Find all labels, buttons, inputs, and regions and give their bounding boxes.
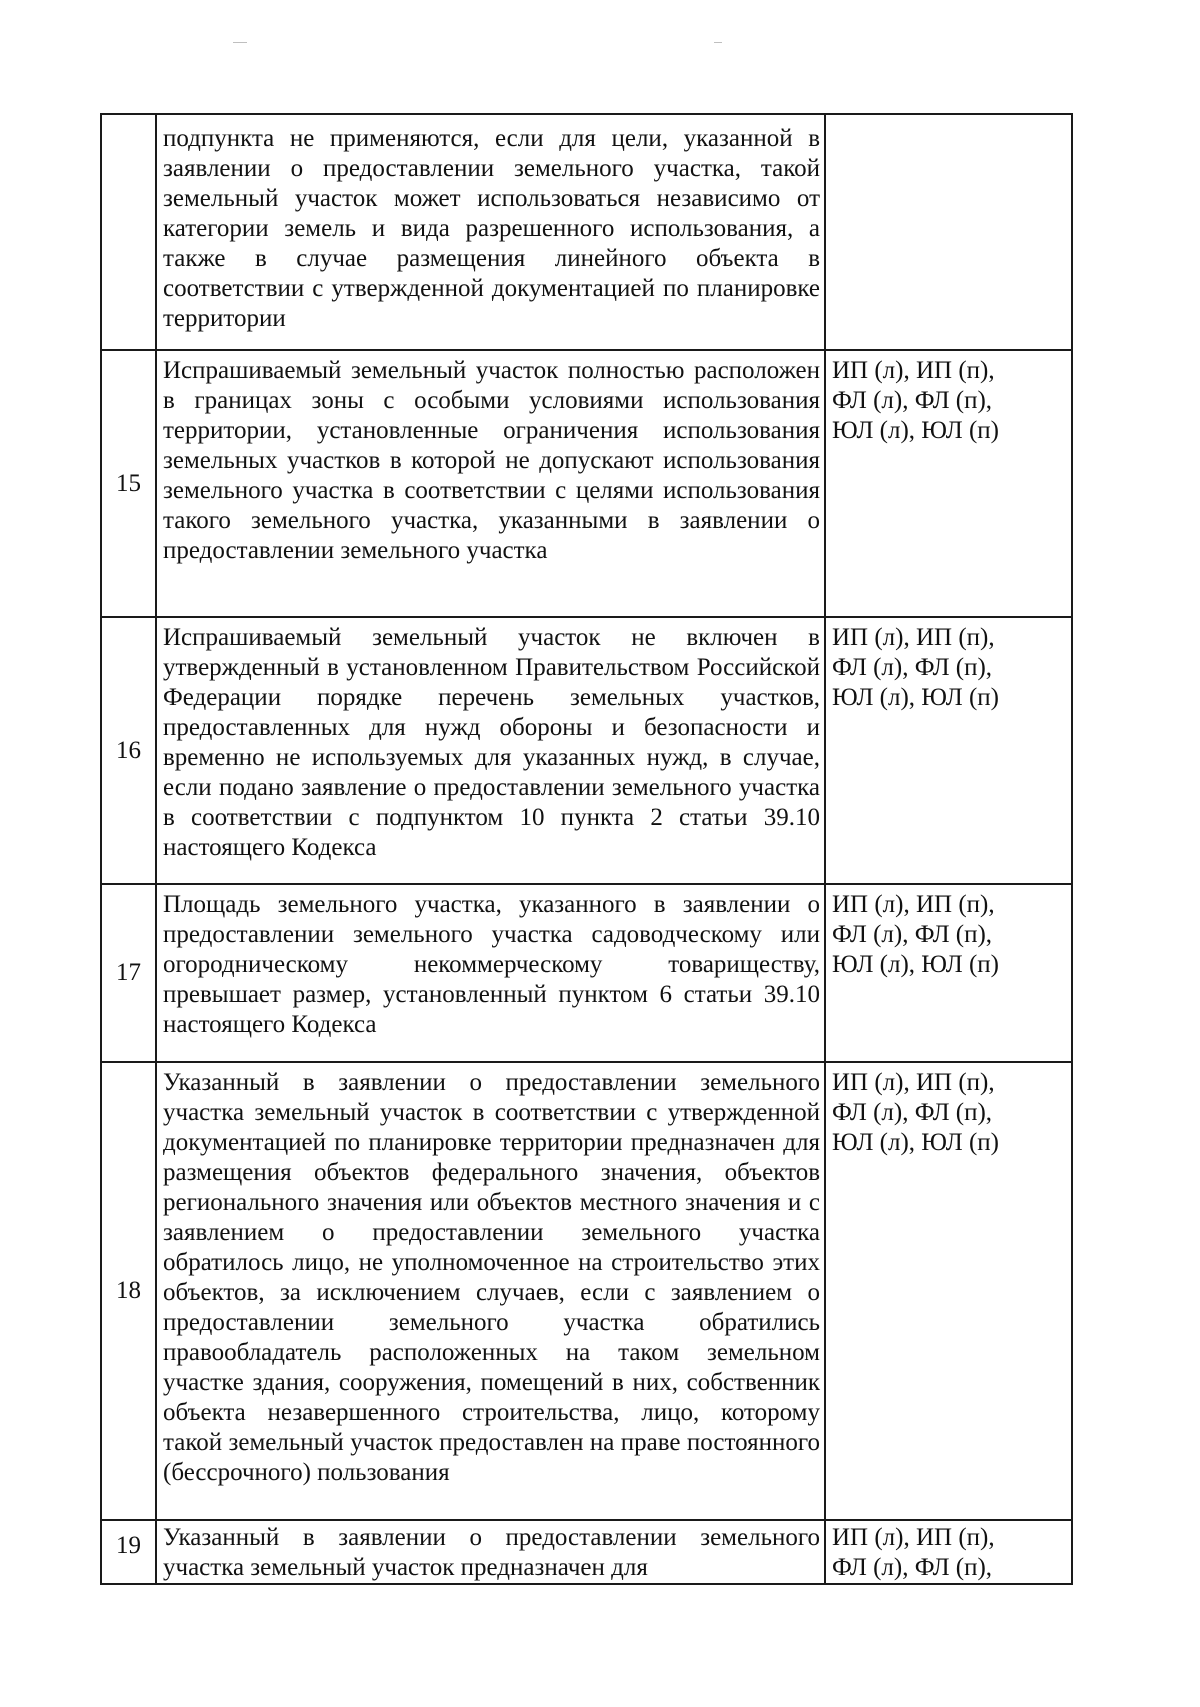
table-row [101,617,1072,884]
scan-artifact-line [714,42,722,43]
applicant-categories: ИП (л), ИП (п), ФЛ (л), ФЛ (п), ЮЛ (л), ЮЛ (п) [825,884,1072,1062]
applicant-categories: ИП (л), ИП (п), ФЛ (л), ФЛ (п), ЮЛ (л), ЮЛ (п) [825,1062,1072,1520]
ground-text: Площадь земельного участка, указанного в заявлении о предоставлении земельного участка садоводческому или огородническому некоммерческому товариществу, превышает размер, установленный пунктом 6 статьи 39.10 настоящего Кодекса [156,884,825,1062]
row-number: 16 [101,617,156,884]
applicant-categories [825,114,1072,350]
table-row [101,1520,1072,1584]
table-row [101,350,1072,617]
table-row [101,884,1072,1062]
ground-text: Указанный в заявлении о предоставлении земельного участка земельный участок в соответствии с утвержденной документацией по планировке территории предназначен для размещения объектов федерального значения, объектов регионального значения или объектов местного значения и с заявлением о предоставлении земельного участка обратилось лицо, не уполномоченное на строительство этих объектов, за исключением случаев, если с заявлением о предоставлении земельного участка обратились правообладатель расположенных на таком земельном участке здания, сооружения, помещений в них, собственник объекта незавершенного строительства, лицо, которому такой земельный участок предоставлен на праве постоянного (бессрочного) пользования [156,1062,825,1520]
ground-text: Испрашиваемый земельный участок полностью расположен в границах зоны с особыми условиями использования территории, установленные ограничения использования земельных участков в которой не допускают использования земельного участка в соответствии с целями использования такого земельного участка, указанными в заявлении о предоставлении земельного участка [156,350,825,617]
ground-text: Указанный в заявлении о предоставлении земельного участка земельный участок предназначен для [156,1520,825,1584]
ground-text: Испрашиваемый земельный участок не включен в утвержденный в установленном Правительством Российской Федерации порядке перечень земельных участков, предоставленных для нужд обороны и безопасности и временно не используемых для указанных нужд, в случае, если подано заявление о предоставлении земельного участка в соответствии с подпунктом 10 пункта 2 статьи 39.10 настоящего Кодекса [156,617,825,884]
scan-artifact-line [233,42,247,43]
grounds-table [100,113,1073,1585]
applicant-categories: ИП (л), ИП (п), ФЛ (л), ФЛ (п), ЮЛ (л), ЮЛ (п) [825,617,1072,884]
row-number: 18 [101,1062,156,1520]
applicant-categories: ИП (л), ИП (п), ФЛ (л), ФЛ (п), [825,1520,1072,1584]
table-row [101,1062,1072,1520]
ground-text: подпункта не применяются, если для цели, указанной в заявлении о предоставлении земельного участка, такой земельный участок может использоваться независимо от категории земель и вида разрешенного использования, а также в случае размещения линейного объекта в соответствии с утвержденной документацией по планировке территории [156,114,825,350]
row-number: 15 [101,350,156,617]
row-number: 19 [101,1520,156,1584]
table-row [101,114,1072,350]
row-number: 17 [101,884,156,1062]
row-number [101,114,156,350]
applicant-categories: ИП (л), ИП (п), ФЛ (л), ФЛ (п), ЮЛ (л), ЮЛ (п) [825,350,1072,617]
